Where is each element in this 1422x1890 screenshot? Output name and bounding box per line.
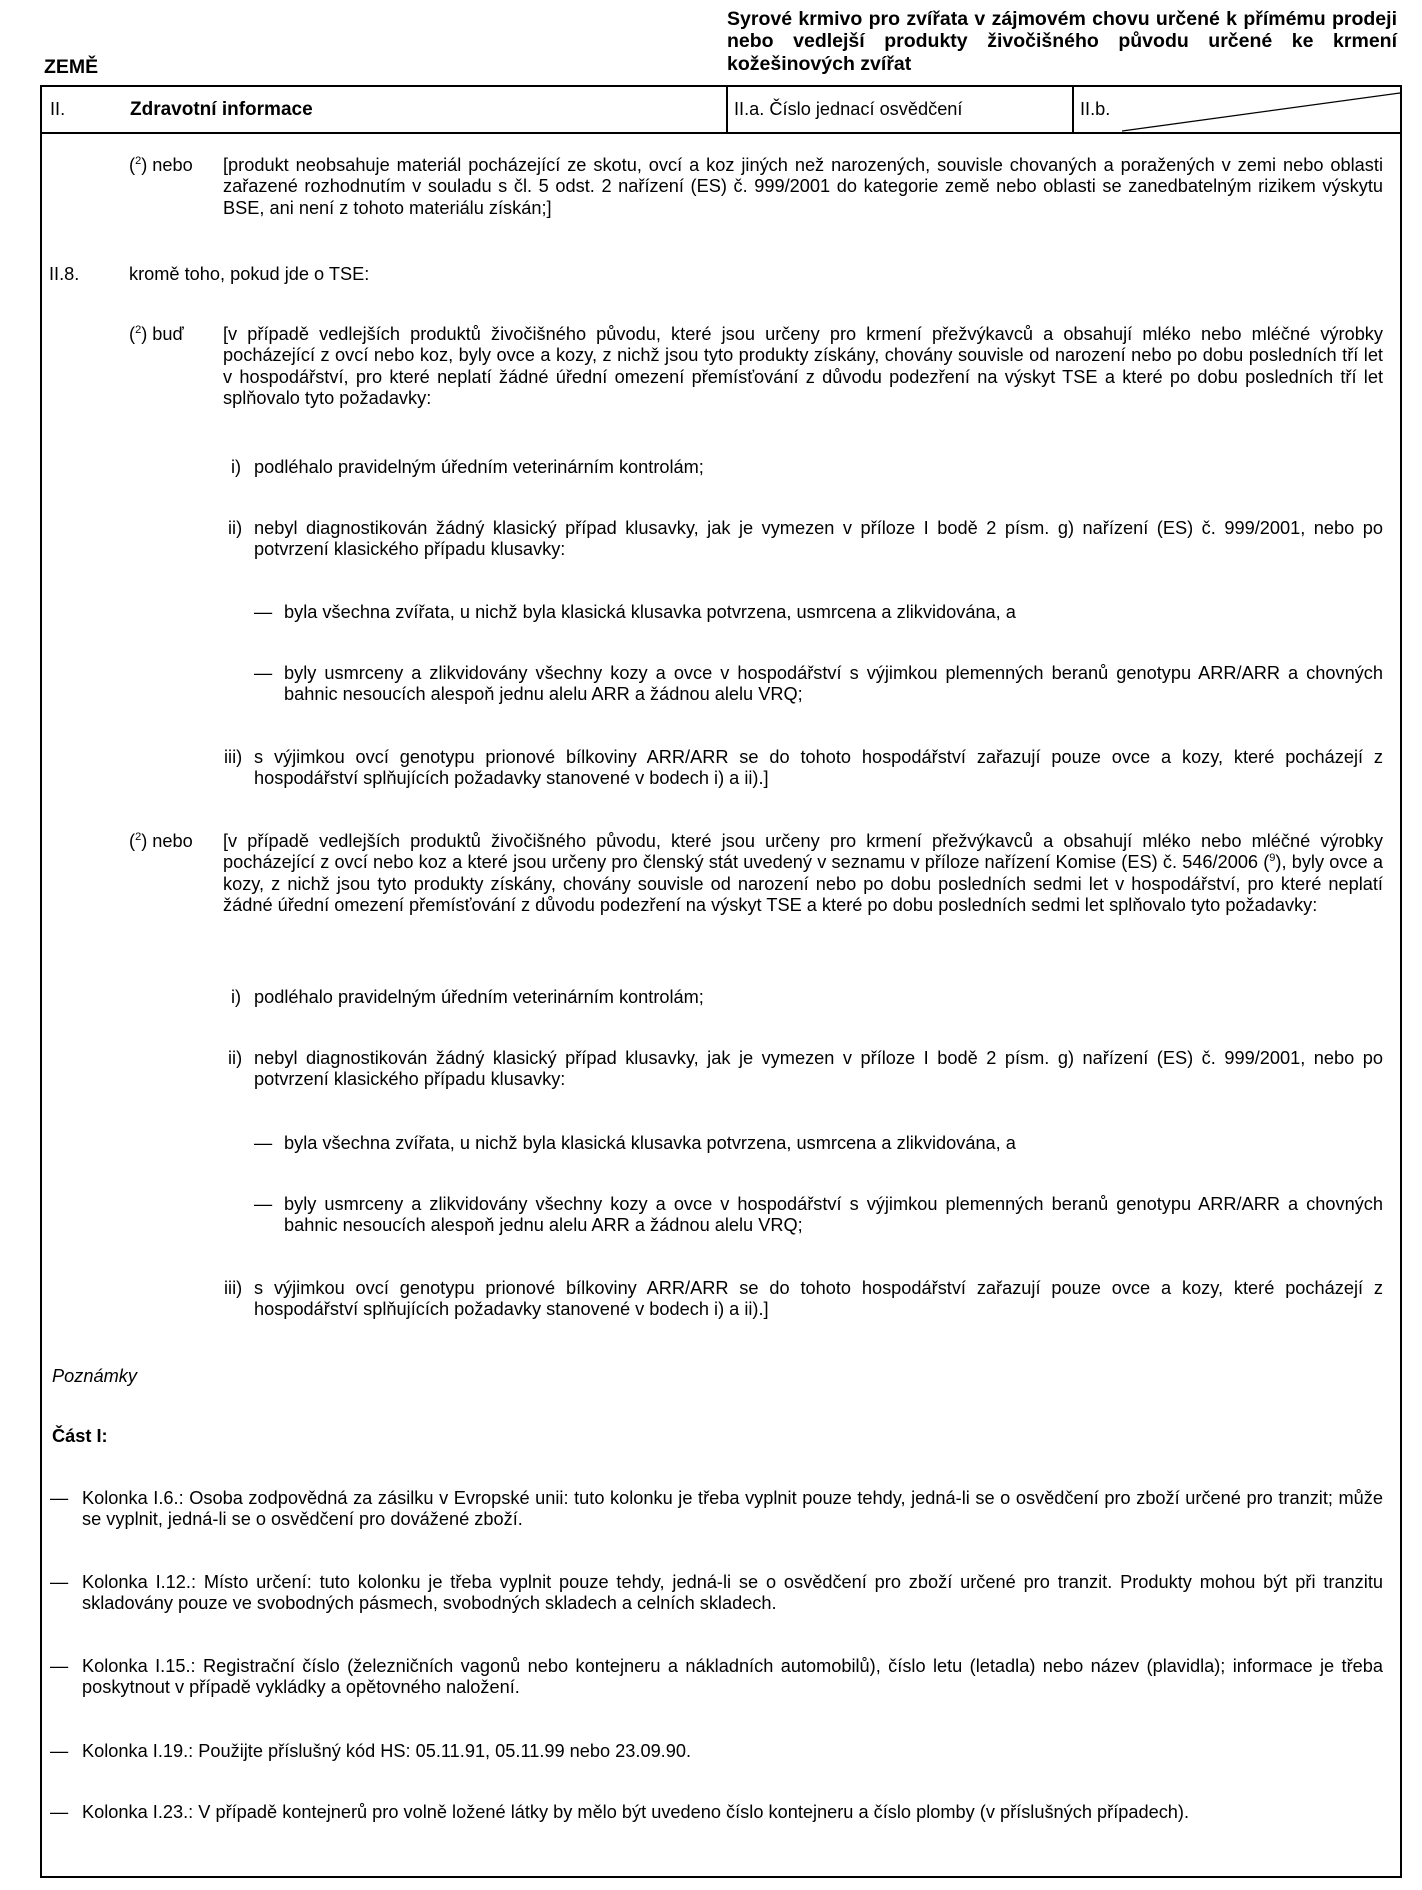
dash-bullet: — xyxy=(254,602,273,622)
section-title: Zdravotní informace xyxy=(130,99,313,120)
note-item: Kolonka I.6.: Osoba zodpovědná za zásilku v Evropské unii: tuto kolonku je třeba vyplnit pouze tehdy, jedná-li se o osvědčení pro zboží určené pro tranzit; může se vyplnit, jedná-li se o osvědčení pro dovážené zboží. xyxy=(82,1488,1383,1530)
list-item: nebyl diagnostikován žádný klasický případ klusavky, jak je vymezen v příloze I bodě 2 písm. g) nařízení (ES) č. 999/2001, nebo po potvrzení klasického případu klusavky: xyxy=(254,1048,1383,1090)
dash-bullet: — xyxy=(50,1656,69,1676)
reference-number-label: II.a. Číslo jednací osvědčení xyxy=(734,99,963,119)
list-item: byly usmrceny a zlikvidovány všechny kozy a ovce v hospodářství s výjimkou plemenných beranů genotypu ARR/ARR a chovných bahnic nesoucích alespoň jednu alelu ARR a žádnou alelu VRQ; xyxy=(284,663,1383,705)
notes-part-heading: Část I: xyxy=(52,1426,108,1446)
document-title: Syrové krmivo pro zvířata v zájmovém chovu určené k přímému prodeji nebo vedlejší produkty živočišného původu určené ke krmení kožešinových zvířat xyxy=(727,8,1397,75)
dash-bullet: — xyxy=(254,1133,273,1153)
note-item: Kolonka I.15.: Registrační číslo (železničních vagonů nebo kontejneru a nákladních automobilů), číslo letu (letadla) nebo název (plavidla); informace je třeba poskytnout v případě vykládky a opětovného naložení. xyxy=(82,1656,1383,1698)
dash-bullet: — xyxy=(254,1194,273,1214)
dash-bullet: — xyxy=(254,663,273,683)
diagonal-strike xyxy=(1122,87,1400,132)
dash-bullet: — xyxy=(50,1488,69,1508)
note-item: Kolonka I.12.: Místo určení: tuto kolonku je třeba vyplnit pouze tehdy, jedná-li se o osvědčení pro zboží určené pro tranzit. Produkty mohou být při tranzitu skladovány pouze ve svobodných pásmech, svobodných skladech a celních skladech. xyxy=(82,1572,1383,1614)
column-divider xyxy=(726,87,728,132)
list-item: podléhalo pravidelným úředním veterinárním kontrolám; xyxy=(254,457,704,477)
dash-bullet: — xyxy=(50,1802,69,1822)
list-item: byla všechna zvířata, u nichž byla klasická klusavka potvrzena, usmrcena a zlikvidována, a xyxy=(284,602,1016,622)
section-header-row xyxy=(40,85,1402,134)
list-item: s výjimkou ovcí genotypu prionové bílkoviny ARR/ARR se do tohoto hospodářství zařazují pouze ovce a kozy, které pocházejí z hospodářství splňujících požadavky stanovené v bodech i) a ii).] xyxy=(254,747,1383,789)
list-label: iii) xyxy=(224,1278,243,1298)
reference-b-label: II.b. xyxy=(1080,99,1111,119)
list-item: byly usmrceny a zlikvidovány všechny kozy a ovce v hospodářství s výjimkou plemenných beranů genotypu ARR/ARR a chovných bahnic nesoucích alespoň jednu alelu ARR a žádnou alelu VRQ; xyxy=(284,1194,1383,1236)
list-label: i) xyxy=(231,987,242,1007)
list-label: iii) xyxy=(224,747,243,767)
list-item: s výjimkou ovcí genotypu prionové bílkoviny ARR/ARR se do tohoto hospodářství zařazují pouze ovce a kozy, které pocházejí z hospodářství splňujících požadavky stanovené v bodech i) a ii).] xyxy=(254,1278,1383,1320)
list-item: podléhalo pravidelným úředním veterinárním kontrolám; xyxy=(254,987,704,1007)
paragraph-seven-years: [v případě vedlejších produktů živočišného původu, které jsou určeny pro krmení přežvýkavců a obsahují mléko nebo mléčné výrobky pocházející z ovcí nebo koz a které jsou určeny pro členský stát uvedený v seznamu v příloze nařízení Komise (ES) č. 546/2006 ($^9$), byly ovce a kozy, z nichž jsou tyto produkty získány, chovány souvisle od narození nebo po dobu posledních sedmi let v hospodářství, pro které neplatí žádné úřední omezení přemísťování z důvodu podezření na výskyt TSE a které po dobu posledních sedmi let splňovalo tyto požadavky: xyxy=(223,831,1383,916)
list-label: ii) xyxy=(228,518,243,538)
column-divider xyxy=(1072,87,1074,132)
option-prefix: ($^2$) buď xyxy=(129,323,184,344)
option-prefix: ($^2$) nebo xyxy=(129,830,193,851)
paragraph-bse: [produkt neobsahuje materiál pocházející ze skotu, ovcí a koz jiných než narozených, souvisle chovaných a poražených v zemi nebo oblasti zařazené rozhodnutím v souladu s čl. 5 odst. 2 nařízení (ES) č. 999/2001 do kategorie země nebo oblasti se zanedbatelným rizikem výskytu BSE, ani není z tohoto materiálu získán;] xyxy=(223,155,1383,218)
note-item: Kolonka I.19.: Použijte příslušný kód HS: 05.11.91, 05.11.99 nebo 23.09.90. xyxy=(82,1741,692,1761)
list-item: nebyl diagnostikován žádný klasický případ klusavky, jak je vymezen v příloze I bodě 2 písm. g) nařízení (ES) č. 999/2001, nebo po potvrzení klasického případu klusavky: xyxy=(254,518,1383,560)
country-label: ZEMĚ xyxy=(44,56,99,78)
dash-bullet: — xyxy=(50,1741,69,1761)
notes-heading: Poznámky xyxy=(52,1366,137,1386)
dash-bullet: — xyxy=(50,1572,69,1592)
paragraph-three-years: [v případě vedlejších produktů živočišného původu, které jsou určeny pro krmení přežvýkavců a obsahují mléko nebo mléčné výrobky pocházející z ovcí nebo koz, byly ovce a kozy, z nichž jsou tyto produkty získány, chovány souvisle od narození nebo po dobu posledních tří let v hospodářství, pro které neplatí žádné úřední omezení přemísťování z důvodu podezření na výskyt TSE a které po dobu posledních tří let splňovalo tyto požadavky: xyxy=(223,324,1383,409)
option-prefix: ($^2$) nebo xyxy=(129,154,193,175)
note-item: Kolonka I.23.: V případě kontejnerů pro volně ložené látky by mělo být uvedeno číslo kontejneru a číslo plomby (v příslušných případech). xyxy=(82,1802,1190,1822)
list-label: ii) xyxy=(228,1048,243,1068)
section-ii8-text: kromě toho, pokud jde o TSE: xyxy=(129,264,370,284)
list-label: i) xyxy=(231,457,242,477)
list-item: byla všechna zvířata, u nichž byla klasická klusavka potvrzena, usmrcena a zlikvidována, a xyxy=(284,1133,1016,1153)
section-number: II. xyxy=(50,99,66,119)
section-ii8-number: II.8. xyxy=(49,264,80,284)
